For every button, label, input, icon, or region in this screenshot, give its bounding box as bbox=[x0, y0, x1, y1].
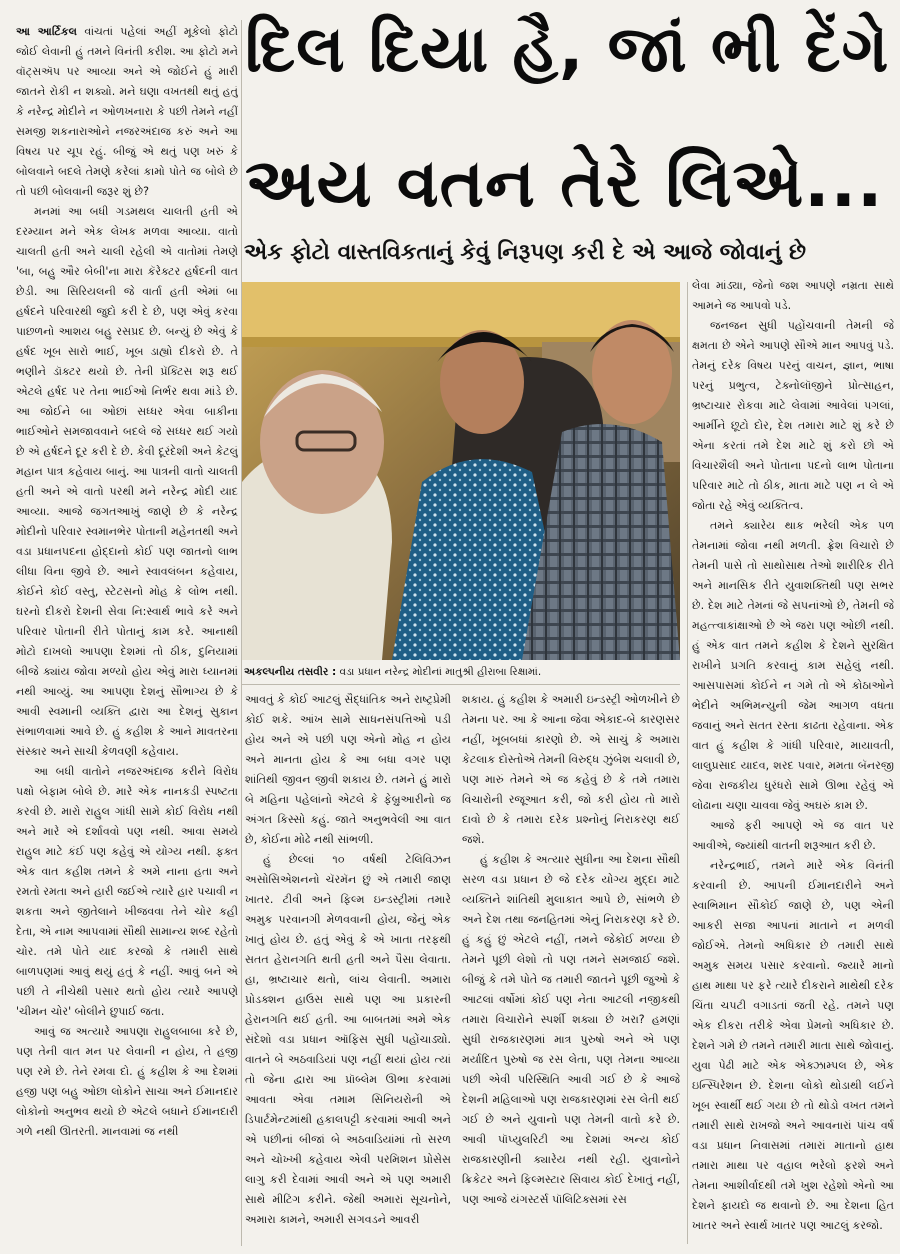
paragraph: નરેન્દ્રભાઈ, તમને મારે એક વિનંતી કરવાની છે. આપની ઈમાનદારીને અને સ્વાભિમાન સૌકોઈ જાણે છે, પણ એની આકરી સજા આપનાં માતાને ન મળવી જોઈએ. તેમનો અધિકાર છે તમારી સાથે અમુક સમય પસાર કરવાનો. જ્યારે માનો હાથ માથા પર ફરે ત્યારે દીકરાને માથેથી દરેક ચિંતા ચપટી વગાડતાં જતી રહે. તમને પણ એક દીકરા તરીકે એવા પ્રેમનો અધિકાર છે. દેશને ગમે છે તમને તમારી માતા સાથે જોવાનું. યુવા પેઢી માટે એક એક્ઝામ્પલ છે, એક ઇન્સ્પિરેશન છે. દેશના લોકો થોડાથી લઈને ખૂબ સ્વાર્થી થઈ ગયા છે તો થોડો વખત તમને તમારી સાથે રાખજો અને આવનારાં પાંચ વર્ષ વડા પ્રધાન નિવાસમાં તમારાં માતાનો હાથ તમારા માથા પર વહાલ ભરેલો ફરશે અને તેમના આશીર્વાદથી તમે ખુશ રહેશો એનો આ દેશને ફાયદો જ થવાનો છે. આ દેશના હિત ખાતર અને સ્વાર્થ ખાતર પણ આટલું કરજો. bbox=[692, 859, 894, 1232]
rickshaw-passengers-photo bbox=[242, 282, 680, 660]
paragraph: આ બધી વાતોને નજરઅંદાજ કરીને વિરોધ પક્ષો બેફામ બોલે છે. મારે એક નાનકડી સ્પષ્ટતા કરવી છે. મારો રાહુલ ગાંધી સામે કોઈ વિરોધ નથી અને મારે એ દર્શાવવો પણ નથી. આવા સમયે રાહુલ માટે કંઈ પણ કહેવું એ યોગ્ય નથી. ફક્ત એક વાત કહીશ તમને કે અમે નાના હતા અને રમતો રમતા અને હારી જઈએ ત્યારે હાર પચાવી ન શકતા અને જીતેલાને ખીજવવા તેને ચોર કહી દેતા, એ નામ આપવામાં સૌથી સામાન્ય શબ્દ રહેતો ચોર. તમે પોતે યાદ કરજો કે તમારી સાથે બાળપણમાં આવું થયું હતું કે નહીં. આવું બને એ પછી તે નીચેથી પસાર થતો હોય ત્યારે આપણે 'ચીમન ચોર' બોલીને છુપાઈ જતા. bbox=[16, 765, 238, 1018]
paragraph: તમને ક્યારેય થાક ભરેલી એક પળ તેમનામાં જોવા નથી મળતી. ફ્રેશ વિચારો છે તેમની પાસે તો સાથોસાથ તેઓ શારીરિક રીતે અને માનસિક રીતે યુવાશક્તિથી પણ સભર છે. દેશ માટે તેમનાં જે સપનાંઓ છે, તેમની જે મહત્ત્વાકાંક્ષાઓ છે એ જરા પણ ઓછી નથી. હું એક વાત તમને કહીશ કે દેશને સુરક્ષિત રાખીને પ્રગતિ કરવાનું કામ સહેલું નથી. આસપાસમાં કોઈને ન ગમે તો એ કોઠાઓને ભેદીને અભિમન્યુની જેમ આગળ વધતા જવાનું અને સતત રસ્તા કાઢતા રહેવાના. એક વાત હું કહીશ કે ગાંધી પરિવાર, માયાવતી, લાલુપ્રસાદ યાદવ, શરદ પવાર, મમતા બૅનરજી જેવા રાજકીય ધુરંધરો સામે ઊભા રહેવું એ લોઢાના ચણા ચાવવા જેવું અઘરું કામ છે. bbox=[692, 519, 894, 812]
caption-rule bbox=[242, 684, 680, 685]
paragraph: હું કહીશ કે અત્યાર સુધીના આ દેશના સૌથી સરળ વડા પ્રધાન છે જે દરેક યોગ્ય મુદ્દા માટે વ્યક્તિને શાંતિથી મુલાકાત આપે છે, સાંભળે છે અને દેશ તથા જનહિતમાં એનું નિરાકરણ કરે છે. હું કહું છું એટલે નહીં, તમને જેકોઈ મળ્યા છે તેમને પૂછી લેશો તો પણ તમને સમજાઈ જશે. બીજું કે તમે પોતે જ તમારી જાતને પૂછી જુઓ કે આટલાં વર્ષોમાં કોઈ પણ નેતા આટલી નજીકથી તમારા વિચારોને સ્પર્શી શક્યા છે ખરા? હમણાં સુધી રાજકારણમાં માત્ર પુરુષો અને એ પણ મર્યાદિત પુરુષો જ રસ લેતા, પણ તેમના આવ્યા પછી એવી પરિસ્થિતિ આવી ગઈ છે કે આજે દેશની મહિલાઓ પણ રાજકારણમાં રસ લેતી થઈ ગઈ છે અને યુવાનો પણ તેમની વાતો કરે છે. આવી પૉપ્યુલરિટી આ દેશમાં અન્ય કોઈ રાજકારણીની ક્યારેય નથી રહી. યુવાનોને ક્રિકેટર અને ફિલ્મસ્ટાર સિવાય કોઈ દેખાતું નહીં, પણ આજે યંગસ્ટર્સ પૉલિટિક્સમાં રસ bbox=[462, 853, 680, 1206]
subheadline: એક ફોટો વાસ્તવિકતાનું કેવું નિરૂપણ કરી દે એ આજે જોવાનું છે bbox=[244, 240, 807, 265]
paragraph: આવતું કે કોઈ આટલું સૈદ્ધાંતિક અને રાષ્ટ્રપ્રેમી કોઈ શકે. આંખ સામે સાધનસંપત્તિઓ પડી હોય અને એ પછી પણ એનો મોહ ન હોય અને માનતા હોય કે આ બધા વગર પણ શાંતિથી જીવન જીવી શકાય છે. તમને હું મારો બે મહિના પહેલાંનો એટલે કે ફેબ્રુઆરીનો જ અંગત કિસ્સો કહું. જાતે અનુભવેલી આ વાત છે, કોઈના મોઢે નથી સાંભળી. bbox=[245, 693, 451, 846]
caption-text: વડા પ્રધાન નરેન્દ્ર મોદીનાં માતુશ્રી હીરાબા રિક્ષામાં. bbox=[339, 666, 542, 678]
paragraph: હું છેલ્લાં ૧૦ વર્ષથી ટેલિવિઝન અસોસિએશનનો ચૅરમૅન છું એ તમારી જાણ ખાતર. ટીવી અને ફિલ્મ ઇન્ડસ્ટ્રીમાં તમારે અમુક પરવાનગી મેળવવાની હોય, જેનું એક ખાતું હોય છે. હતું એવું કે એ ખાતા તરફથી સતત હેરાનગતિ થતી હતી અને પૈસા લેવાતા. હા, ભ્રષ્ટાચાર થતો, લાંચ લેવાતી. અમારા પ્રોડક્શન હાઉસ સાથે પણ આ પ્રકારની હેરાનગતિ થઈ હતી. આ બાબતમાં અમે એક સંદેશો વડા પ્રધાન ઑફિસ સુધી પહોંચાડ્યો. વાતને બે અઠવાડિયાં પણ નહીં થયાં હોય ત્યાં તો જેના દ્વારા આ પ્રૉબ્લેમ ઊભા કરવામાં આવતા એવા તમામ સિનિયરોની એ ડિપાર્ટમેન્ટમાંથી હકાલપટ્ટી કરવામાં આવી અને એ પછીનાં બીજાં બે અઠવાડિયાંમાં તો સરળ અને ચોખ્ખી કહેવાય એવી પરમિશન પ્રોસેસ લાગુ કરી દેવામાં આવી અને એ પણ અમારી સાથે મીટિંગ કરીને. જેથી અમારાં સૂચનોને, અમારા કામને, અમારી સગવડને આવરી bbox=[245, 853, 451, 1226]
column-4 bbox=[692, 276, 894, 1244]
paragraph: શકાય. હું કહીશ કે અમારી ઇન્ડસ્ટ્રી ઓળખીને છે તેમના પર. આ કે આના જેવા એકાદ-બે કારણસર નહીં, ખૂબબધાં કારણો છે. એ સાચું કે અમારા કેટલાક દોસ્તોએ તેમની વિરુદ્ધ ઝુંબેશ ચલાવી છે, પણ મારું તેમને એ જ કહેવું છે કે તમે તમારા વિચારોની રજૂઆત કરી, જો કરી હોય તો મારો દાવો છે કે તમારા દરેક પ્રશ્નોનું નિરાકરણ થઈ જશે. bbox=[462, 693, 680, 846]
news-photo bbox=[242, 282, 680, 660]
paragraph: આજે ફરી આપણે એ જ વાત પર આવીએ, જ્યાંથી વાતની શરૂઆત કરી છે. bbox=[692, 819, 894, 852]
column-3 bbox=[462, 690, 680, 1244]
column-1 bbox=[16, 22, 238, 1244]
caption-lead: અકલ્પનીય તસવીર : bbox=[244, 666, 337, 678]
paragraph: આવું જ અત્યારે આપણા રાહુલબાબા કરે છે, પણ તેની વાત મન પર લેવાની ન હોય, તે હજી પણ રમે છે. તેને રમવા દો. હું કહીશ કે આ દેશમાં હજી પણ બહુ ઓછા લોકોને સાચા અને ઈમાનદાર લોકોનો અનુભવ થયો છે એટલે બધાને ઈમાનદારી ગળે નથી ઊતરતી. માનવામાં જ નથી bbox=[16, 1025, 238, 1138]
paragraph: મનમાં આ બધી ગડમથલ ચાલતી હતી એ દરમ્યાન મને એક લેખક મળવા આવ્યા. વાતો ચાલતી હતી અને ચાલી રહેલી એ વાતોમાં તેમણે 'બા, બહુ ઔર બેબી'ના મારા કૅરેક્ટર હર્ષદની વાત છેડી. આ સિરિયલની જે વાર્તા હતી એમાં બા હર્ષદને પરિવારથી જુદો કરી દે છે, પણ એવું કરવા પાછળનો આશય બહુ રસપ્રદ છે. બન્યું છે એવું કે હર્ષદ ખૂબ સારો ભાઈ, ખૂબ ડાહ્યો દીકરો છે. તે ભણીને ડૉક્ટર થયો છે. તેની પ્રૅક્ટિસ શરૂ થઈ એટલે હર્ષદ પર તેના ભાઈઓ નિર્ભર થવા માંડે છે. આ જોઈને બા ઓછાં સધ્ધર એવા બાકીના ભાઈઓને સમજાવવાને બદલે જે સધ્ધર થઈ ગયો છે એ હર્ષદને દૂર કરી દે છે. કેવી દૂરંદેશી અને કેટલું મહાન પાત્ર કહેવાય બાનું. આ પાત્રની વાતો ચાલતી હતી અને એ વાતો પરથી મને નરેન્દ્ર મોદી યાદ આવ્યા. આજે જગતઆખું જાણે છે કે નરેન્દ્ર મોદીનો પરિવાર સ્વમાનભેર પોતાની મહેનતથી અને વડા પ્રધાનપદના હોદ્દાનો કોઈ પણ જાતનો લાભ લીધા વિના જીવે છે. આને સ્વાવલંબન કહેવાય, કોઈને કોઈ વસ્તુ, સ્ટેટસનો મોહ કે લોભ નથી. ઘરનો દીકરો દેશની સેવા નિ:સ્વાર્થ ભાવે કરે અને પરિવાર પોતાની રીતે પોતાનું કામ કરે. આનાથી મોટો દાખલો આપણા દેશમાં તો ઠીક, દુનિયામાં બીજે ક્યાંય જોવા મળ્યો હોય એવું મારા ધ્યાનમાં નથી આવ્યું. આ આપણા દેશનું સૌભાગ્ય છે કે આવી સ્વમાની વ્યક્તિ દ્વારા આ દેશનું સુકાન સંભાળવામાં આવે છે. હું કહીશ કે આને માવતરના સંસ્કાર અને સાચી કેળવણી કહેવાય. bbox=[16, 205, 238, 758]
headline-line-1: દિલ દિયા હૈ, જાં ભી દેંગે bbox=[245, 13, 890, 87]
column-divider bbox=[687, 282, 688, 1244]
column-2 bbox=[245, 690, 451, 1244]
lead-words: આ આર્ટિકલ bbox=[16, 25, 78, 38]
photo-caption bbox=[244, 664, 684, 680]
paragraph: જનજન સુધી પહોંચવાની તેમની જે ક્ષમતા છે એને આપણે સૌએ માન આપવું પડે. તેમનું દરેક વિષય પરનું વાચન, જ્ઞાન, ભાષા પરનું પ્રભુત્વ, ટેક્નોલૉજીને પ્રોત્સાહન, ભ્રષ્ટાચાર રોકવા માટે લેવામાં આવેલાં પગલાં, આર્મીને છૂટો દોર, દેશ તમારા માટે શું કરે છે એના કરતાં તમે દેશ માટે શું કરો છો એ વિચારશૈલી અને પોતાના પદનો લાભ પોતાના પરિવાર માટે તો ઠીક, માતા માટે પણ ન લે એ જોતા રહે એવું વ્યક્તિત્વ. bbox=[692, 319, 894, 512]
paragraph: લેવા માંડ્યા, જેનો જશ આપણે નમ્રતા સાથે આમને જ આપવો પડે. bbox=[692, 279, 894, 312]
headline-line-2: અય વતન તેરે લિએ... bbox=[245, 144, 884, 222]
paragraph: વાંચતાં પહેલાં અહીં મૂકેલો ફોટો જોઈ લેવાની હું તમને વિનંતી કરીશ. આ ફોટો મને વૉટ્સઍપ પર આવ્યા અને એ જોઈને હું મારી જાતને રોકી ન શક્યો. મને ઘણા વખતથી થતું હતું કે નરેન્દ્ર મોદીને ન ઓળખનારા કે પછી તેમને નહીં સમજી શકનારાઓને નજરઅંદાજ કરું અને આ વિષય પર ચૂપ રહું. બીજું એ થતું પણ ખરું કે બોલવાને બદલે તેમણે કરેલાં કામો પોતે જ બોલે છે તો પછી બોલવાની જરૂર શું છે? bbox=[16, 25, 238, 198]
